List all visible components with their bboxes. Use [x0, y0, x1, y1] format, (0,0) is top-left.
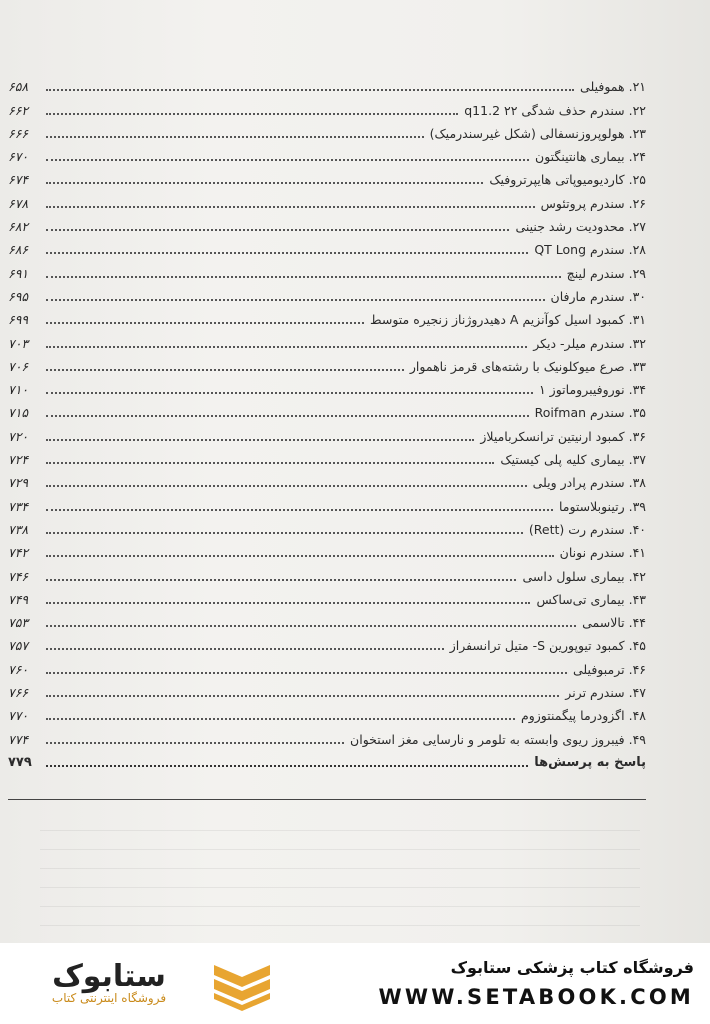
table-of-contents: [8, 72, 646, 771]
dot-leader: [46, 252, 528, 254]
toc-page-number: ۷۰۳: [8, 335, 29, 351]
toc-title: ۲۹. سندرم لینچ: [566, 265, 646, 281]
toc-row[interactable]: [8, 282, 646, 305]
toc-page-number: ۷۷۴: [8, 731, 29, 747]
logo-tagline: فروشگاه اینترنتی کتاب: [51, 991, 167, 1005]
toc-title: ۴۱. سندرم نونان: [559, 545, 646, 561]
dot-leader: [46, 485, 527, 487]
toc-row[interactable]: [8, 212, 646, 235]
toc-page-number: ۷۳۸: [8, 521, 29, 537]
toc-title: ۲۷. محدودیت رشد جنینی: [515, 219, 646, 235]
bleed-through-text: [40, 812, 640, 932]
toc-title: ۴۴. تالاسمی: [582, 615, 646, 631]
dot-leader: [46, 276, 561, 278]
dot-leader: [46, 392, 533, 394]
toc-page-number: ۷۲۴: [8, 452, 29, 468]
toc-page-number: ۶۷۰: [8, 149, 29, 165]
toc-page-number: ۷۰۶: [8, 358, 29, 374]
logo-wordmark: ستابوک: [52, 959, 166, 994]
dot-leader: [46, 322, 364, 324]
toc-title: ۲۸. سندرم QT Long: [534, 242, 646, 258]
toc-title: ۳۸. سندرم پرادر ویلی: [532, 475, 646, 491]
dot-leader: [46, 89, 574, 91]
toc-row[interactable]: [8, 305, 646, 328]
toc-title: ۳۲. سندرم میلر- دیکر: [533, 335, 646, 351]
toc-title: ۴۰. سندرم رت (Rett): [528, 521, 646, 537]
dot-leader: [46, 415, 529, 417]
toc-row[interactable]: [8, 678, 646, 701]
toc-page-number: ۶۷۴: [8, 172, 29, 188]
toc-page-number: ۷۵۳: [8, 615, 29, 631]
dot-leader: [46, 369, 404, 371]
toc-row[interactable]: [8, 538, 646, 561]
toc-page-number: ۷۱۰: [8, 382, 29, 398]
toc-row[interactable]: [8, 701, 646, 724]
footer-banner: [0, 943, 710, 1024]
divider: [8, 799, 646, 800]
toc-page-number: ۶۹۵: [8, 288, 29, 304]
toc-page-number: ۶۸۲: [8, 219, 29, 235]
store-name: فروشگاه کتاب پزشکی ستابوک: [450, 958, 694, 977]
dot-leader: [46, 532, 523, 534]
dot-leader: [46, 509, 553, 511]
dot-leader: [46, 229, 509, 231]
toc-row[interactable]: [8, 375, 646, 398]
toc-row[interactable]: [8, 72, 646, 95]
dot-leader: [46, 718, 515, 720]
dot-leader: [46, 555, 554, 557]
toc-title: ۴۹. فیبروز ریوی وابسته به تلومر و نارسایی مغز استخوان: [350, 731, 646, 747]
dot-leader: [46, 182, 483, 184]
toc-title: ۳۱. کمبود اسیل کوآنزیم A دهیدروژناز زنجیره متوسط: [369, 312, 646, 328]
toc-row[interactable]: [8, 515, 646, 538]
toc-title: ۲۳. هولوپروزنسفالی (شکل غیرسندرمیک): [429, 125, 646, 141]
toc-page-number: ۶۹۱: [8, 265, 29, 281]
toc-row[interactable]: [8, 188, 646, 211]
dot-leader: [46, 742, 344, 744]
toc-page-number: ۷۷۹: [8, 754, 32, 770]
toc-row[interactable]: [8, 631, 646, 654]
toc-row[interactable]: [8, 608, 646, 631]
toc-page-number: ۷۴۶: [8, 568, 29, 584]
toc-row[interactable]: [8, 398, 646, 421]
toc-page-number: ۶۹۹: [8, 312, 29, 328]
dot-leader: [46, 672, 567, 674]
toc-page-number: ۷۳۴: [8, 498, 29, 514]
dot-leader: [46, 765, 528, 767]
toc-title: ۲۱. هموفیلی: [580, 79, 646, 95]
toc-title: ۲۴. بیماری هانتینگتون: [535, 149, 646, 165]
toc-page-number: ۷۶۶: [8, 685, 29, 701]
toc-title: ۳۷. بیماری کلیه پلی کیستیک: [500, 452, 646, 468]
toc-title: ۳۵. سندرم Roifman: [534, 405, 646, 421]
toc-title: ۴۳. بیماری تی‌ساکس: [536, 591, 646, 607]
toc-row[interactable]: [8, 585, 646, 608]
toc-title: ۲۲. سندرم حذف شدگی ۲۲ q11.2: [464, 102, 646, 118]
toc-title: ۴۲. بیماری سلول داسی: [522, 568, 646, 584]
toc-page-number: ۷۴۹: [8, 591, 29, 607]
toc-title: ۳۳. صرع میوکلونیک با رشته‌های قرمز ناهموار: [409, 358, 646, 374]
toc-title: ۳۶. کمبود ارنیتین ترانسکرباميلاز: [480, 428, 646, 444]
toc-title: ۳۴. نوروفیبروماتوز ۱: [538, 382, 646, 398]
toc-row[interactable]: [8, 561, 646, 584]
toc-title: ۳۰. سندرم مارفان: [550, 288, 646, 304]
dot-leader: [46, 462, 494, 464]
toc-row[interactable]: [8, 352, 646, 375]
toc-row[interactable]: [8, 421, 646, 444]
toc-row[interactable]: [8, 724, 646, 747]
toc-title: ۴۵. کمبود تیوپورین S- متیل ترانسفراز: [449, 638, 646, 654]
dot-leader: [46, 648, 444, 650]
toc-row[interactable]: [8, 165, 646, 188]
toc-page-number: ۷۷۰: [8, 708, 29, 724]
dot-leader: [46, 159, 529, 161]
toc-page-number: ۶۷۸: [8, 195, 29, 211]
toc-page-number: ۷۲۰: [8, 428, 29, 444]
dot-leader: [46, 136, 424, 138]
toc-page-number: ۶۵۸: [8, 79, 29, 95]
toc-row[interactable]: [8, 142, 646, 165]
toc-row[interactable]: [8, 95, 646, 118]
toc-row[interactable]: [8, 491, 646, 514]
toc-page-number: ۶۶۲: [8, 102, 29, 118]
toc-title: ۳۹. رتینوبلاستوما: [558, 498, 646, 514]
toc-row[interactable]: [8, 119, 646, 142]
toc-row[interactable]: [8, 328, 646, 351]
toc-title: ۲۵. کاردیومیوپاتی هایپرتروفیک: [489, 172, 646, 188]
toc-page-number: ۶۶۶: [8, 125, 29, 141]
toc-title: ۴۸. اگزودرما پیگمنتوزوم: [520, 708, 646, 724]
toc-row[interactable]: [8, 468, 646, 491]
dot-leader: [46, 206, 535, 208]
book-stack-icon: [210, 961, 274, 1011]
store-url-link[interactable]: WWW.SETABOOK.COM: [378, 985, 694, 1009]
dot-leader: [46, 625, 576, 627]
setabook-logo[interactable]: [14, 961, 274, 1011]
dot-leader: [46, 299, 545, 301]
dot-leader: [46, 695, 559, 697]
toc-page-number: ۷۶۰: [8, 661, 29, 677]
toc-row[interactable]: [8, 654, 646, 677]
toc-title: ۴۷. سندرم ترنر: [565, 685, 646, 701]
dot-leader: [46, 346, 527, 348]
dot-leader: [46, 602, 530, 604]
toc-row[interactable]: [8, 235, 646, 258]
toc-page-number: ۷۵۷: [8, 638, 29, 654]
toc-title: ۴۶. ترمبوفیلی: [573, 661, 646, 677]
toc-answers-row[interactable]: [8, 748, 646, 771]
toc-row[interactable]: [8, 258, 646, 281]
toc-title: پاسخ به پرسش‌ها: [534, 754, 646, 770]
toc-page-number: ۶۸۶: [8, 242, 29, 258]
toc-page-number: ۷۴۲: [8, 545, 29, 561]
dot-leader: [46, 439, 474, 441]
dot-leader: [46, 579, 516, 581]
toc-row[interactable]: [8, 445, 646, 468]
toc-page-number: ۷۲۹: [8, 475, 29, 491]
toc-page-number: ۷۱۵: [8, 405, 29, 421]
toc-title: ۲۶. سندرم پروتئوس: [540, 195, 646, 211]
dot-leader: [46, 113, 458, 115]
